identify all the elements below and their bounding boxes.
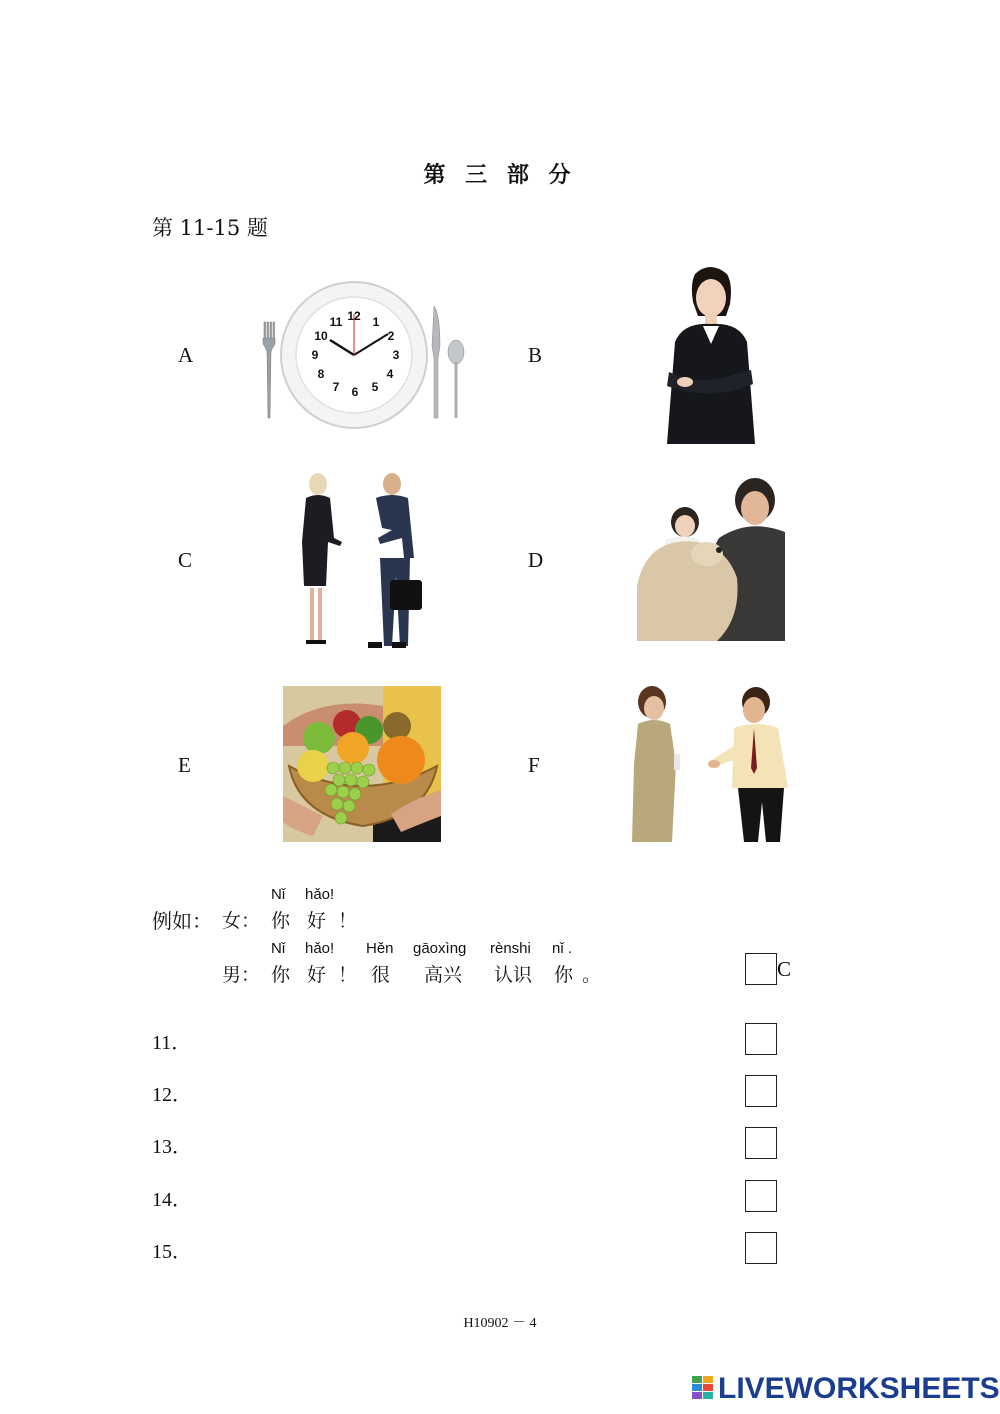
hanzi-hao-2: 好 (307, 964, 327, 986)
pinyin-hao-1: hǎo! (305, 886, 335, 903)
svg-text:6: 6 (351, 385, 359, 399)
question-14-number: 14． (152, 1189, 192, 1211)
svg-text:1: 1 (372, 315, 380, 329)
pinyin-ni-3: nǐ . (552, 940, 573, 957)
hanzi-ni-2: 你 (271, 964, 291, 986)
option-letter-e: E (178, 753, 191, 777)
family-dog-image (637, 476, 785, 641)
example-answer: C (777, 957, 792, 981)
option-letter-b: B (528, 343, 543, 367)
question-11-number: 11． (152, 1032, 192, 1054)
speaker-female: 女： (222, 910, 261, 932)
svg-text:3: 3 (392, 348, 400, 362)
hanzi-period: 。 (582, 964, 602, 986)
option-letter-d: D (528, 548, 544, 572)
svg-text:10: 10 (314, 329, 328, 343)
page-footer: H10902 － 4 (463, 1316, 537, 1331)
hanzi-ni-3: 你 (554, 964, 574, 986)
clock-plate-image (258, 280, 468, 430)
pinyin-renshi: rènshi (490, 940, 531, 957)
liveworksheets-logo-icon (692, 1376, 714, 1400)
svg-text:11: 11 (329, 315, 343, 329)
hanzi-ni-1: 你 (271, 910, 291, 932)
svg-text:9: 9 (311, 348, 319, 362)
answer-box-15[interactable] (745, 1232, 777, 1264)
answer-box-11[interactable] (745, 1023, 777, 1055)
page-heading: 第 三 部 分 (423, 162, 577, 188)
option-letter-c: C (178, 548, 193, 572)
pinyin-hao-2: hǎo! (305, 940, 335, 957)
fruit-basket-image (283, 686, 441, 842)
pinyin-ni-2: Nǐ (271, 940, 286, 957)
hanzi-excl-1: ！ (338, 910, 358, 932)
hanzi-hao-1: 好 (307, 910, 327, 932)
hanzi-gaoxing: 高兴 (424, 964, 463, 986)
svg-text:7: 7 (332, 380, 340, 394)
answer-box-13[interactable] (745, 1127, 777, 1159)
option-letter-f: F (528, 753, 540, 777)
question-12-number: 12． (152, 1084, 192, 1106)
hanzi-excl-2: ！ (338, 964, 358, 986)
pinyin-gaoxing: gāoxìng (413, 940, 467, 957)
speaker-male: 男： (222, 964, 261, 986)
svg-text:8: 8 (317, 367, 325, 381)
pinyin-hen: Hěn (366, 940, 394, 957)
hanzi-renshi: 认识 (494, 964, 533, 986)
pinyin-ni-1: Nǐ (271, 886, 286, 903)
option-letter-a: A (178, 343, 194, 367)
hanzi-hen: 很 (371, 964, 391, 986)
businesswoman-image (655, 262, 765, 444)
section-label: 第 11-15 题 (152, 216, 268, 240)
conversation-image (630, 684, 790, 844)
svg-text:5: 5 (371, 380, 379, 394)
example-label: 例如： (152, 909, 212, 933)
example-answer-box (745, 953, 777, 985)
liveworksheets-brand: LIVEWORKSHEETS (718, 1372, 1000, 1405)
answer-box-12[interactable] (745, 1075, 777, 1107)
svg-text:2: 2 (387, 329, 395, 343)
question-15-number: 15． (152, 1241, 192, 1263)
answer-box-14[interactable] (745, 1180, 777, 1212)
handshake-image (296, 470, 436, 655)
question-13-number: 13． (152, 1136, 192, 1158)
svg-text:4: 4 (386, 367, 394, 381)
svg-text:12: 12 (347, 309, 361, 323)
